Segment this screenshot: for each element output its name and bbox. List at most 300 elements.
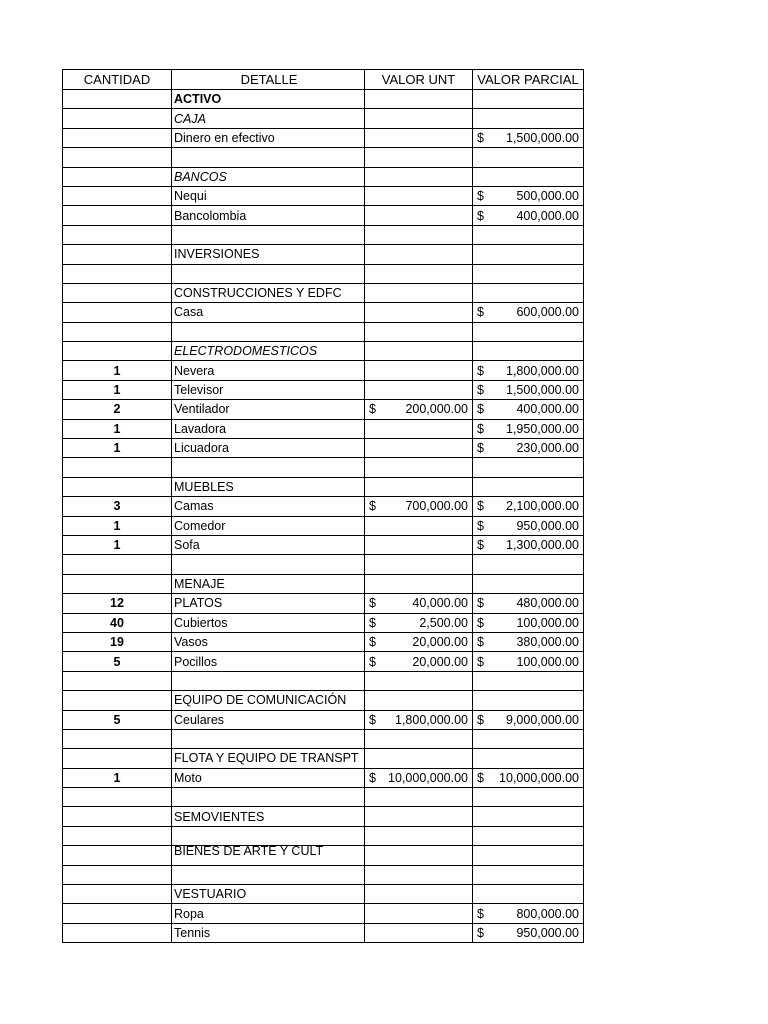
cell-valor-parcial[interactable] xyxy=(473,148,584,167)
cell-cantidad[interactable]: 40 xyxy=(63,613,172,632)
cell-detalle[interactable] xyxy=(172,128,365,147)
cell-valor-parcial[interactable] xyxy=(473,167,584,186)
money-value xyxy=(473,653,583,671)
cell-cantidad[interactable]: 1 xyxy=(63,361,172,380)
cell-detalle[interactable] xyxy=(172,245,365,264)
cell-detalle[interactable] xyxy=(172,749,365,768)
currency-symbol: $ xyxy=(369,402,376,417)
currency-symbol: $ xyxy=(369,712,376,727)
cell-valor-parcial[interactable] xyxy=(473,477,584,496)
cell-detalle[interactable] xyxy=(172,439,365,458)
table-row xyxy=(63,90,584,109)
currency-symbol: $ xyxy=(369,635,376,650)
cell-valor-parcial[interactable] xyxy=(473,594,584,613)
cell-valor-parcial[interactable] xyxy=(473,128,584,147)
cell-detalle[interactable] xyxy=(172,691,365,710)
cell-valor-unt[interactable] xyxy=(365,594,473,613)
amount: 1,800,000.00 xyxy=(395,712,468,727)
currency-symbol: $ xyxy=(369,615,376,630)
amount: 10,000,000.00 xyxy=(499,770,579,785)
detalle-text: Casa xyxy=(174,305,204,320)
cell-cantidad[interactable] xyxy=(63,885,172,904)
cell-cantidad[interactable] xyxy=(63,729,172,748)
money-value xyxy=(473,769,583,787)
table-body xyxy=(63,90,584,943)
cell-detalle[interactable] xyxy=(172,574,365,593)
amount: 100,000.00 xyxy=(516,615,579,630)
cell-valor-unt[interactable] xyxy=(365,167,473,186)
cell-valor-parcial[interactable] xyxy=(473,710,584,729)
cell-valor-unt[interactable] xyxy=(365,342,473,361)
cell-cantidad[interactable] xyxy=(63,826,172,845)
cell-detalle[interactable] xyxy=(172,904,365,923)
amount: 480,000.00 xyxy=(516,596,579,611)
cell-valor-unt[interactable] xyxy=(365,555,473,574)
cell-valor-parcial[interactable] xyxy=(473,322,584,341)
cell-valor-parcial[interactable] xyxy=(473,632,584,651)
cell-detalle[interactable] xyxy=(172,652,365,671)
amount: 100,000.00 xyxy=(516,654,579,669)
table-row xyxy=(63,109,584,128)
cell-cantidad[interactable]: 5 xyxy=(63,710,172,729)
cell-detalle[interactable] xyxy=(172,264,365,283)
cell-valor-parcial[interactable] xyxy=(473,439,584,458)
cell-valor-unt[interactable] xyxy=(365,632,473,651)
currency-symbol: $ xyxy=(477,712,484,727)
money-value xyxy=(473,536,583,554)
header-row xyxy=(63,70,584,90)
amount: 20,000.00 xyxy=(412,654,468,669)
cell-cantidad[interactable] xyxy=(63,90,172,109)
cell-detalle[interactable] xyxy=(172,458,365,477)
cell-valor-parcial[interactable] xyxy=(473,419,584,438)
cell-cantidad[interactable]: 1 xyxy=(63,516,172,535)
cell-valor-unt[interactable] xyxy=(365,535,473,554)
table-row xyxy=(63,846,584,865)
cell-valor-parcial[interactable] xyxy=(473,885,584,904)
cell-valor-unt[interactable] xyxy=(365,361,473,380)
cell-valor-parcial[interactable] xyxy=(473,264,584,283)
header-cantidad[interactable]: CANTIDAD xyxy=(63,70,172,90)
cell-cantidad[interactable] xyxy=(63,865,172,884)
detalle-text: CAJA xyxy=(174,111,206,126)
cell-detalle[interactable] xyxy=(172,186,365,205)
currency-symbol: $ xyxy=(477,130,484,145)
cell-valor-parcial[interactable] xyxy=(473,380,584,399)
cell-valor-parcial[interactable] xyxy=(473,90,584,109)
cell-detalle[interactable] xyxy=(172,322,365,341)
cell-cantidad[interactable] xyxy=(63,206,172,225)
cell-detalle[interactable] xyxy=(172,535,365,554)
currency-symbol: $ xyxy=(477,402,484,417)
cell-valor-unt[interactable] xyxy=(365,652,473,671)
cell-valor-parcial[interactable] xyxy=(473,826,584,845)
cell-valor-unt[interactable] xyxy=(365,419,473,438)
money-value xyxy=(473,420,583,438)
detalle-text: PLATOS xyxy=(174,596,223,611)
detalle-text: Licuadora xyxy=(174,441,229,456)
amount: 380,000.00 xyxy=(516,635,579,650)
cell-valor-parcial[interactable] xyxy=(473,458,584,477)
cell-cantidad[interactable]: 12 xyxy=(63,594,172,613)
cell-valor-unt[interactable] xyxy=(365,691,473,710)
cell-valor-parcial[interactable] xyxy=(473,923,584,942)
detalle-text: Ventilador xyxy=(174,402,230,417)
cell-valor-parcial[interactable] xyxy=(473,574,584,593)
header-valor-unt[interactable]: VALOR UNT xyxy=(365,70,473,90)
cell-detalle[interactable] xyxy=(172,710,365,729)
detalle-text: Moto xyxy=(174,770,202,785)
amount: 1,800,000.00 xyxy=(506,363,579,378)
cell-valor-parcial[interactable] xyxy=(473,788,584,807)
amount: 2,500.00 xyxy=(419,615,468,630)
amount: 1,950,000.00 xyxy=(506,421,579,436)
cell-valor-unt[interactable] xyxy=(365,846,473,865)
table-row xyxy=(63,574,584,593)
table-row xyxy=(63,885,584,904)
table-row xyxy=(63,768,584,787)
table-row xyxy=(63,671,584,690)
detalle-text: Lavadora xyxy=(174,421,227,436)
table-row xyxy=(63,516,584,535)
table-row xyxy=(63,225,584,244)
cell-valor-unt[interactable] xyxy=(365,380,473,399)
money-value xyxy=(473,362,583,380)
table-row xyxy=(63,419,584,438)
table-row xyxy=(63,128,584,147)
table-row xyxy=(63,245,584,264)
cell-detalle[interactable] xyxy=(172,400,365,419)
cell-detalle[interactable] xyxy=(172,865,365,884)
money-value xyxy=(473,633,583,651)
table-row xyxy=(63,923,584,942)
money-value xyxy=(473,711,583,729)
amount: 600,000.00 xyxy=(516,305,579,320)
cell-valor-parcial[interactable] xyxy=(473,342,584,361)
cell-valor-parcial[interactable] xyxy=(473,807,584,826)
cell-valor-unt[interactable] xyxy=(365,439,473,458)
amount: 1,500,000.00 xyxy=(506,383,579,398)
currency-symbol: $ xyxy=(477,305,484,320)
cell-cantidad[interactable]: 5 xyxy=(63,652,172,671)
cell-detalle[interactable] xyxy=(172,380,365,399)
table-row xyxy=(63,555,584,574)
money-value xyxy=(473,905,583,923)
table-row xyxy=(63,710,584,729)
cell-valor-parcial[interactable] xyxy=(473,535,584,554)
cell-cantidad[interactable] xyxy=(63,225,172,244)
cell-valor-unt[interactable] xyxy=(365,768,473,787)
cell-cantidad[interactable] xyxy=(63,322,172,341)
table-row xyxy=(63,632,584,651)
money-value xyxy=(473,303,583,321)
cell-detalle[interactable] xyxy=(172,225,365,244)
currency-symbol: $ xyxy=(369,654,376,669)
cell-valor-unt[interactable] xyxy=(365,885,473,904)
cell-cantidad[interactable] xyxy=(63,574,172,593)
cell-valor-parcial[interactable] xyxy=(473,361,584,380)
detalle-text: INVERSIONES xyxy=(174,247,260,262)
currency-symbol: $ xyxy=(369,499,376,514)
cell-cantidad[interactable] xyxy=(63,458,172,477)
cell-valor-unt[interactable] xyxy=(365,710,473,729)
detalle-text: BIENES DE ARTE Y CULT xyxy=(174,845,324,859)
table-row xyxy=(63,458,584,477)
detalle-text: Ceulares xyxy=(174,712,225,727)
cell-detalle[interactable] xyxy=(172,361,365,380)
cell-valor-unt[interactable] xyxy=(365,749,473,768)
cell-cantidad[interactable]: 19 xyxy=(63,632,172,651)
cell-detalle[interactable] xyxy=(172,419,365,438)
cell-valor-unt[interactable] xyxy=(365,109,473,128)
detalle-text: Dinero en efectivo xyxy=(174,130,275,145)
cell-detalle[interactable] xyxy=(172,167,365,186)
cell-valor-unt[interactable] xyxy=(365,322,473,341)
table-row xyxy=(63,594,584,613)
cell-cantidad[interactable] xyxy=(63,807,172,826)
currency-symbol: $ xyxy=(477,441,484,456)
cell-detalle[interactable] xyxy=(172,632,365,651)
cell-cantidad[interactable] xyxy=(63,691,172,710)
cell-detalle[interactable] xyxy=(172,594,365,613)
cell-valor-unt[interactable] xyxy=(365,458,473,477)
money-value xyxy=(473,207,583,225)
cell-valor-parcial[interactable] xyxy=(473,671,584,690)
cell-cantidad[interactable] xyxy=(63,904,172,923)
table-row xyxy=(63,264,584,283)
detalle-text: Sofa xyxy=(174,538,200,553)
detalle-text: MENAJE xyxy=(174,576,225,591)
cell-valor-unt[interactable] xyxy=(365,186,473,205)
cell-cantidad[interactable] xyxy=(63,555,172,574)
money-value xyxy=(473,187,583,205)
cell-valor-parcial[interactable] xyxy=(473,613,584,632)
cell-valor-parcial[interactable] xyxy=(473,516,584,535)
cell-cantidad[interactable]: 1 xyxy=(63,380,172,399)
cell-cantidad[interactable] xyxy=(63,148,172,167)
cell-valor-parcial[interactable] xyxy=(473,400,584,419)
cell-cantidad[interactable] xyxy=(63,846,172,865)
cell-cantidad[interactable] xyxy=(63,671,172,690)
cell-valor-parcial[interactable] xyxy=(473,904,584,923)
table-row xyxy=(63,283,584,302)
cell-valor-unt[interactable] xyxy=(365,90,473,109)
cell-valor-unt[interactable] xyxy=(365,283,473,302)
cell-cantidad[interactable] xyxy=(63,186,172,205)
cell-valor-unt[interactable] xyxy=(365,826,473,845)
money-value xyxy=(473,614,583,632)
header-valor-parcial[interactable]: VALOR PARCIAL xyxy=(473,70,584,90)
cell-valor-parcial[interactable] xyxy=(473,109,584,128)
detalle-text: ELECTRODOMESTICOS xyxy=(174,344,318,359)
cell-detalle[interactable] xyxy=(172,477,365,496)
amount: 400,000.00 xyxy=(516,208,579,223)
cell-detalle[interactable] xyxy=(172,497,365,516)
table-row xyxy=(63,477,584,496)
detalle-text: VESTUARIO xyxy=(174,887,247,902)
cell-cantidad[interactable]: 2 xyxy=(63,400,172,419)
amount: 950,000.00 xyxy=(516,518,579,533)
detalle-text: Camas xyxy=(174,499,214,514)
cell-valor-unt[interactable] xyxy=(365,400,473,419)
cell-cantidad[interactable]: 1 xyxy=(63,768,172,787)
cell-valor-unt[interactable] xyxy=(365,497,473,516)
detalle-text: EQUIPO DE COMUNICACIÓN xyxy=(174,693,347,708)
cell-valor-unt[interactable] xyxy=(365,574,473,593)
cell-cantidad[interactable] xyxy=(63,788,172,807)
cell-valor-unt[interactable] xyxy=(365,303,473,322)
cell-valor-parcial[interactable] xyxy=(473,225,584,244)
table-row xyxy=(63,206,584,225)
header-detalle[interactable]: DETALLE xyxy=(172,70,365,90)
cell-cantidad[interactable] xyxy=(63,167,172,186)
currency-symbol: $ xyxy=(477,208,484,223)
table-row xyxy=(63,361,584,380)
cell-detalle[interactable] xyxy=(172,613,365,632)
cell-detalle[interactable] xyxy=(172,826,365,845)
cell-detalle[interactable] xyxy=(172,90,365,109)
currency-symbol: $ xyxy=(477,635,484,650)
cell-detalle[interactable] xyxy=(172,109,365,128)
cell-detalle[interactable] xyxy=(172,516,365,535)
cell-cantidad[interactable]: 1 xyxy=(63,419,172,438)
cell-cantidad[interactable] xyxy=(63,749,172,768)
detalle-text: Bancolombia xyxy=(174,208,247,223)
currency-symbol: $ xyxy=(369,596,376,611)
cell-valor-unt[interactable] xyxy=(365,613,473,632)
currency-symbol: $ xyxy=(477,363,484,378)
cell-valor-unt[interactable] xyxy=(365,245,473,264)
currency-symbol: $ xyxy=(477,421,484,436)
money-value xyxy=(365,633,472,651)
cell-valor-unt[interactable] xyxy=(365,788,473,807)
cell-cantidad[interactable] xyxy=(63,245,172,264)
detalle-text: Comedor xyxy=(174,518,226,533)
table-row xyxy=(63,303,584,322)
cell-cantidad[interactable] xyxy=(63,923,172,942)
cell-detalle[interactable] xyxy=(172,303,365,322)
cell-cantidad[interactable] xyxy=(63,264,172,283)
table-row xyxy=(63,691,584,710)
cell-valor-unt[interactable] xyxy=(365,865,473,884)
table-row xyxy=(63,904,584,923)
detalle-text: Televisor xyxy=(174,383,224,398)
cell-detalle[interactable] xyxy=(172,788,365,807)
currency-symbol: $ xyxy=(477,189,484,204)
table-row xyxy=(63,439,584,458)
cell-cantidad[interactable] xyxy=(63,109,172,128)
cell-valor-parcial[interactable] xyxy=(473,497,584,516)
asset-inventory-table xyxy=(62,69,584,943)
money-value xyxy=(365,653,472,671)
cell-valor-unt[interactable] xyxy=(365,148,473,167)
cell-valor-unt[interactable] xyxy=(365,206,473,225)
cell-valor-parcial[interactable] xyxy=(473,865,584,884)
detalle-text: CONSTRUCCIONES Y EDFC xyxy=(174,286,342,301)
amount: 200,000.00 xyxy=(405,402,468,417)
amount: 10,000,000.00 xyxy=(388,770,468,785)
table-row xyxy=(63,652,584,671)
cell-valor-parcial[interactable] xyxy=(473,555,584,574)
cell-detalle[interactable] xyxy=(172,671,365,690)
money-value xyxy=(365,711,472,729)
cell-cantidad[interactable]: 1 xyxy=(63,439,172,458)
cell-detalle[interactable] xyxy=(172,283,365,302)
cell-valor-unt[interactable] xyxy=(365,225,473,244)
cell-detalle[interactable] xyxy=(172,807,365,826)
detalle-text: Pocillos xyxy=(174,654,218,669)
cell-detalle[interactable] xyxy=(172,206,365,225)
amount: 950,000.00 xyxy=(516,925,579,940)
detalle-text: ACTIVO xyxy=(174,92,222,107)
cell-valor-parcial[interactable] xyxy=(473,206,584,225)
cell-valor-unt[interactable] xyxy=(365,729,473,748)
cell-valor-parcial[interactable] xyxy=(473,186,584,205)
cell-valor-unt[interactable] xyxy=(365,807,473,826)
money-value xyxy=(473,924,583,942)
table-row xyxy=(63,613,584,632)
cell-cantidad[interactable]: 3 xyxy=(63,497,172,516)
cell-cantidad[interactable] xyxy=(63,303,172,322)
table-row xyxy=(63,400,584,419)
cell-valor-parcial[interactable] xyxy=(473,729,584,748)
cell-valor-unt[interactable] xyxy=(365,671,473,690)
cell-valor-unt[interactable] xyxy=(365,904,473,923)
detalle-text: BANCOS xyxy=(174,169,227,184)
detalle-text: MUEBLES xyxy=(174,480,234,494)
cell-detalle[interactable] xyxy=(172,923,365,942)
cell-valor-unt[interactable] xyxy=(365,128,473,147)
table-row xyxy=(63,497,584,516)
currency-symbol: $ xyxy=(477,499,484,514)
cell-valor-parcial[interactable] xyxy=(473,749,584,768)
cell-detalle[interactable] xyxy=(172,555,365,574)
amount: 20,000.00 xyxy=(412,635,468,650)
cell-detalle[interactable] xyxy=(172,846,365,865)
table-row xyxy=(63,729,584,748)
cell-valor-unt[interactable] xyxy=(365,477,473,496)
cell-valor-parcial[interactable] xyxy=(473,303,584,322)
cell-valor-parcial[interactable] xyxy=(473,652,584,671)
cell-valor-unt[interactable] xyxy=(365,264,473,283)
cell-valor-parcial[interactable] xyxy=(473,846,584,865)
amount: 2,100,000.00 xyxy=(506,499,579,514)
cell-detalle[interactable] xyxy=(172,342,365,361)
cell-valor-parcial[interactable] xyxy=(473,768,584,787)
cell-detalle[interactable] xyxy=(172,729,365,748)
cell-cantidad[interactable] xyxy=(63,342,172,361)
cell-cantidad[interactable]: 1 xyxy=(63,535,172,554)
cell-detalle[interactable] xyxy=(172,768,365,787)
cell-valor-parcial[interactable] xyxy=(473,245,584,264)
cell-valor-unt[interactable] xyxy=(365,923,473,942)
amount: 800,000.00 xyxy=(516,906,579,921)
cell-cantidad[interactable] xyxy=(63,283,172,302)
cell-detalle[interactable] xyxy=(172,885,365,904)
cell-cantidad[interactable] xyxy=(63,477,172,496)
money-value xyxy=(473,439,583,457)
money-value xyxy=(473,129,583,147)
detalle-text: SEMOVIENTES xyxy=(174,809,265,824)
cell-cantidad[interactable] xyxy=(63,128,172,147)
money-value xyxy=(473,594,583,612)
cell-detalle[interactable] xyxy=(172,148,365,167)
money-value xyxy=(365,594,472,612)
cell-valor-parcial[interactable] xyxy=(473,283,584,302)
cell-valor-unt[interactable] xyxy=(365,516,473,535)
amount: 230,000.00 xyxy=(516,441,579,456)
cell-valor-parcial[interactable] xyxy=(473,691,584,710)
